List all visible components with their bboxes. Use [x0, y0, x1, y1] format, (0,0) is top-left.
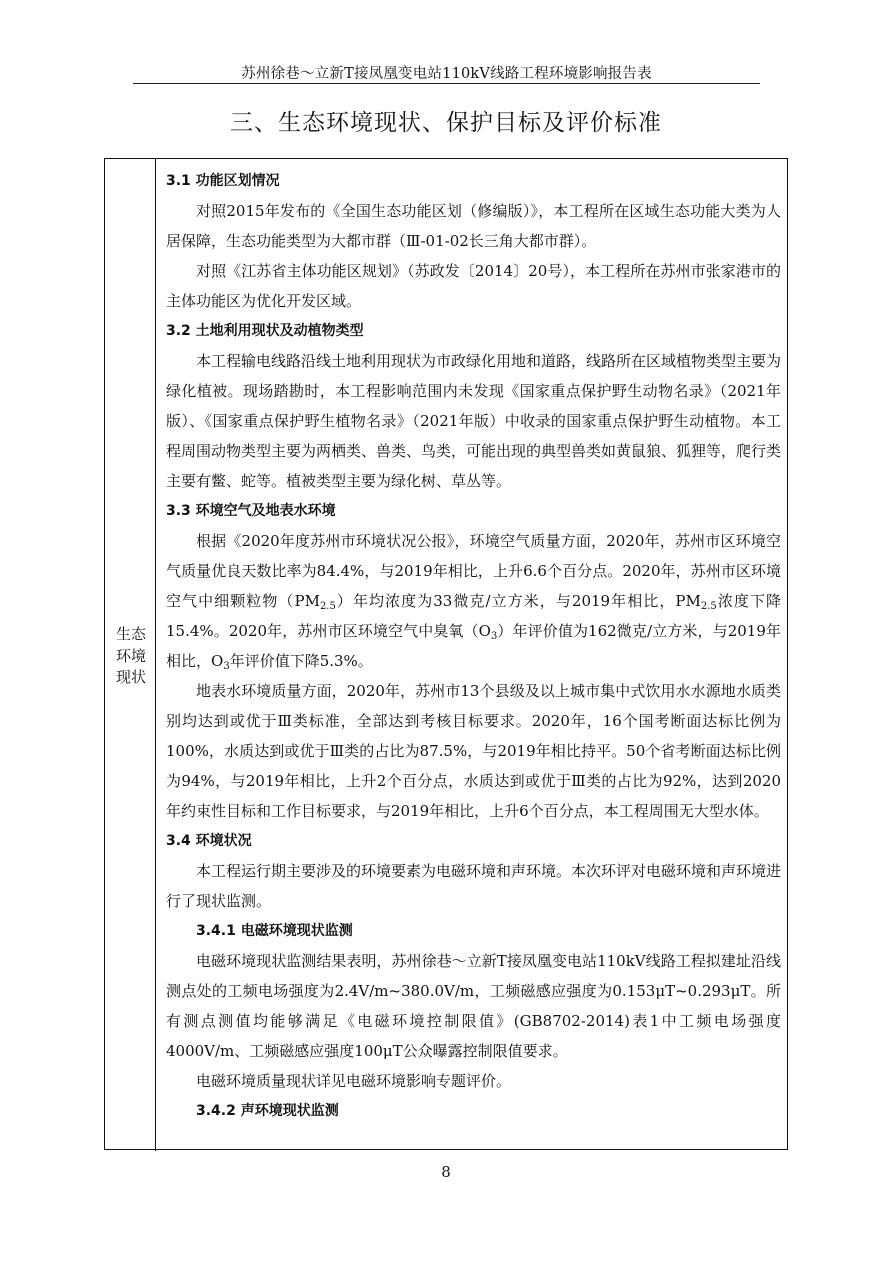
paragraph-3-3-water: 地表水环境质量方面，2020年，苏州市13个县级及以上城市集中式饮用水水源地水质类别均达到或优于Ⅲ类标准，全部达到考核目标要求。2020年，16个国考断面达标比例为100%，水质达到或优于Ⅲ类的占比为87.5%，与2019年相比持平。50个省考断面达标比例为94%，与2019年相比，上升2个百分点，水质达到或优于Ⅲ类的占比为92%，达到2020年约束性目标和工作目标要求，与2019年相比，上升6个百分点，本工程周围无大型水体。 [166, 682, 781, 820]
paragraph-3-4-a: 本工程运行期主要涉及的环境要素为电磁环境和声环境。本次环评对电磁环境和声环境进行了现状监测。 [166, 862, 782, 910]
paragraph-3-2: 本工程输电线路沿线土地利用现状为市政绿化用地和道路，线路所在区域植物类型主要为绿化植被。现场踏勘时，本工程影响范围内未发现《国家重点保护野生动物名录》（2021年版）、《国家重点保护野生植物名录》（2021年版）中收录的国家重点保护野生动植物。本工程周围动物类型主要为两栖类、兽类、鸟类，可能出现的典型兽类如黄鼠狼、狐狸等，爬行类主要有鳖、蛇等。植被类型主要为绿化树、草丛等。 [166, 352, 782, 490]
page-number: 8 [441, 1163, 451, 1181]
o3-subscript-2: 3 [223, 661, 230, 672]
heading-3-2: 3.2 土地利用现状及动植物类型 [166, 323, 364, 339]
header-rule [133, 83, 760, 84]
air-text-1: 根据《2020年度苏州市环境状况公报》，环境空气质量方面，2020年，苏州市区环境空气质量优良天数比率为84.4%，与2019年相比，上升6.6个百分点。2020年，苏州市区环境空气中细颗粒物（PM [166, 532, 781, 610]
row-label-line-1: 生态 [115, 625, 146, 643]
heading-3-4-2: 3.4.2 声环境现状监测 [196, 1103, 339, 1119]
row-label-line-3: 现状 [115, 668, 146, 686]
pm25-subscript-2: 2.5 [700, 601, 717, 612]
table-content [166, 166, 781, 1126]
paragraph-3-4-1-a: 电磁环境现状监测结果表明，苏州徐巷～立新T接凤凰变电站110kV线路工程拟建址沿线测点处的工频电场强度为2.4V/m~380.0V/m，工频磁感应强度为0.153μT~0.293μT。所有测点测值均能够满足《电磁环境控制限值》(GB8702-2014)表1中工频电场强度4000V/m、工频磁感应强度100μT公众曝露控制限值要求。 [166, 952, 781, 1060]
air-text-4: ）年评价值为162微克/立方米，与2019年相比，O [166, 622, 781, 670]
heading-3-1: 3.1 功能区划情况 [166, 173, 280, 189]
heading-3-3: 3.3 环境空气及地表水环境 [166, 503, 336, 519]
section-title: 三、生态环境现状、保护目标及评价标准 [230, 110, 662, 136]
row-label-line-2: 环境 [115, 646, 146, 665]
paragraph-3-4-1-b: 电磁环境质量现状详见电磁环境影响专题评价。 [196, 1072, 512, 1090]
page-header: 苏州徐巷～立新T接凤凰变电站110kV线路工程环境影响报告表 [241, 66, 652, 82]
paragraph-3-1-b: 对照《江苏省主体功能区规划》（苏政发〔2014〕20号），本工程所在苏州市张家港市的主体功能区为优化开发区域。 [166, 262, 781, 310]
row-label [106, 624, 156, 689]
pm25-subscript: 2.5 [319, 601, 336, 612]
paragraph-3-3-air [166, 526, 781, 676]
air-text-2: ）年均浓度为33微克/立方米，与2019年相比，PM [335, 592, 701, 610]
heading-3-4-1: 3.4.1 电磁环境现状监测 [196, 923, 353, 939]
o3-subscript: 3 [490, 631, 498, 642]
air-text-5: 年评价值下降5.3%。 [229, 652, 373, 670]
air-text-3: 浓度下降15.4%。2020年，苏州市区环境空气中臭氧（O [166, 592, 782, 640]
paragraph-3-1-a: 对照2015年发布的《全国生态功能区划（修编版）》，本工程所在区域生态功能大类为人居保障，生态功能类型为大都市群（Ⅲ-01-02长三角大都市群）。 [166, 202, 781, 250]
heading-3-4: 3.4 环境状况 [166, 833, 252, 849]
